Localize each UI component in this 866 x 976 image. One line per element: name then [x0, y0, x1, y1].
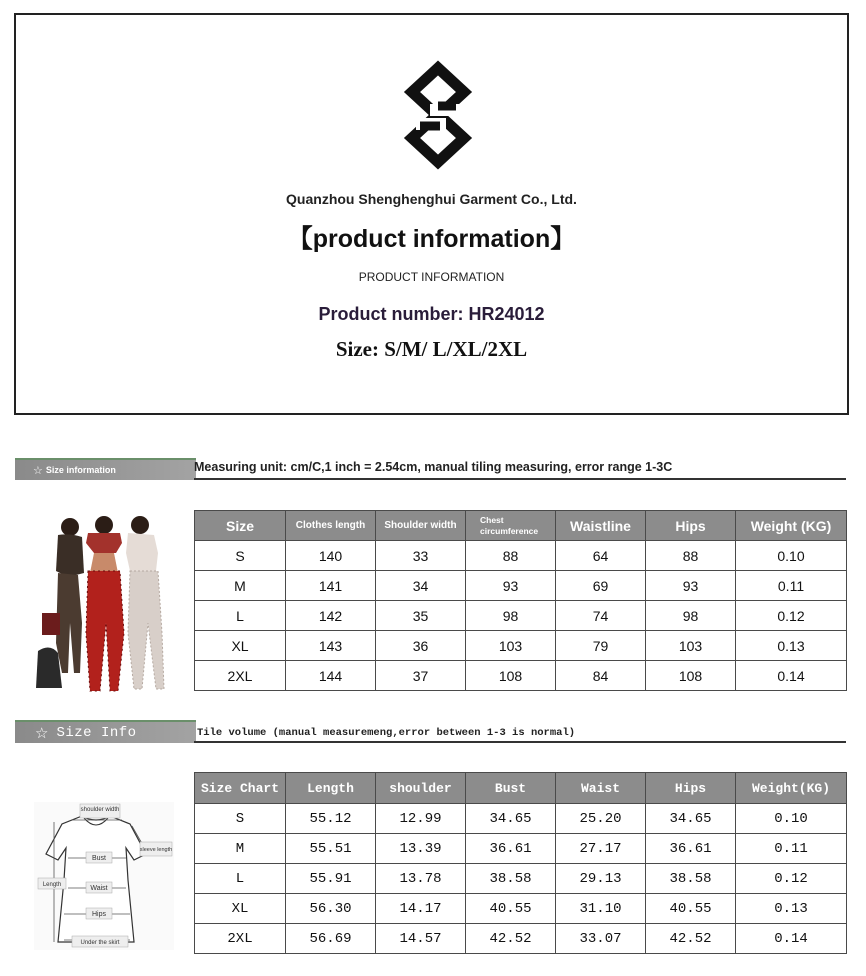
header-cell: Hips — [646, 511, 736, 541]
table-cell: 98 — [466, 601, 556, 631]
table-cell: 42.52 — [466, 924, 556, 954]
header-cell: shoulder — [376, 773, 466, 804]
table-cell: 0.12 — [736, 601, 847, 631]
table-cell: 55.91 — [286, 864, 376, 894]
tile-volume-note: Tile volume (manual measuremeng,error between 1-3 is normal) — [197, 727, 576, 739]
table-row — [195, 661, 847, 691]
table-cell: 14.17 — [376, 894, 466, 924]
table-cell: 33 — [376, 541, 466, 571]
dress-measurement-diagram — [34, 802, 174, 950]
header-cell: Size — [195, 511, 286, 541]
table-cell: 69 — [556, 571, 646, 601]
table-header-row — [195, 511, 847, 541]
hips-label: Hips — [91, 911, 107, 918]
table-cell: 0.11 — [736, 571, 847, 601]
table-cell: M — [195, 571, 286, 601]
table-cell: 38.58 — [646, 864, 736, 894]
table-cell: 64 — [556, 541, 646, 571]
section-label: Size Info — [56, 724, 137, 741]
header-cell: Waist — [556, 773, 646, 804]
table-row — [195, 834, 847, 864]
shoulder-label: shoulder width — [80, 807, 120, 813]
length-label: Length — [42, 882, 62, 888]
size-information-bar — [15, 458, 196, 480]
table-cell: 0.10 — [736, 804, 847, 834]
header-cell: Weight (KG) — [736, 511, 847, 541]
header-cell: Clothes length — [286, 511, 376, 541]
table-cell: 13.39 — [376, 834, 466, 864]
page-title: 【product information】 — [287, 225, 576, 253]
table-cell: S — [195, 541, 286, 571]
table-cell: 36 — [376, 631, 466, 661]
table-cell: 143 — [286, 631, 376, 661]
table-cell: 103 — [646, 631, 736, 661]
table-cell: 103 — [466, 631, 556, 661]
table-cell: 34 — [376, 571, 466, 601]
table-cell: 144 — [286, 661, 376, 691]
page-subtitle: PRODUCT INFORMATION — [358, 270, 505, 284]
table-cell: 12.99 — [376, 804, 466, 834]
table-row — [195, 864, 847, 894]
table-cell: 36.61 — [646, 834, 736, 864]
table-cell: 93 — [466, 571, 556, 601]
table-cell: 0.13 — [736, 894, 847, 924]
table-row — [195, 804, 847, 834]
size-range: Size: S/M/ L/XL/2XL — [335, 337, 528, 361]
table-cell: 0.12 — [736, 864, 847, 894]
table-cell: L — [195, 864, 286, 894]
table-cell: 142 — [286, 601, 376, 631]
table-cell: 88 — [646, 541, 736, 571]
header-cell: Weight(KG) — [736, 773, 847, 804]
table-cell: 84 — [556, 661, 646, 691]
table-cell: 98 — [646, 601, 736, 631]
table-cell: 40.55 — [646, 894, 736, 924]
divider — [194, 741, 846, 743]
size-info-bar — [15, 720, 196, 743]
star-icon: ☆ — [33, 463, 43, 477]
table-cell: 74 — [556, 601, 646, 631]
table-cell: 108 — [646, 661, 736, 691]
table-cell: 35 — [376, 601, 466, 631]
table-cell: 2XL — [195, 924, 286, 954]
table-cell: 27.17 — [556, 834, 646, 864]
product-number: Product number: HR24012 — [318, 304, 545, 324]
table-cell: 56.69 — [286, 924, 376, 954]
table-cell: 34.65 — [466, 804, 556, 834]
table-cell: 79 — [556, 631, 646, 661]
table-cell: 42.52 — [646, 924, 736, 954]
table-cell: M — [195, 834, 286, 864]
table-cell: 14.57 — [376, 924, 466, 954]
table-cell: 88 — [466, 541, 556, 571]
table-cell: XL — [195, 894, 286, 924]
table-cell: 55.51 — [286, 834, 376, 864]
hem-label: Under the skirt — [80, 940, 120, 946]
table-cell: 36.61 — [466, 834, 556, 864]
measurement-note: Measuring unit: cm/C,1 inch = 2.54cm, manual tiling measuring, error range 1-3C — [194, 460, 673, 474]
waist-label: Waist — [90, 885, 108, 892]
table-row — [195, 631, 847, 661]
model-photo — [28, 513, 176, 698]
table-cell: L — [195, 601, 286, 631]
divider — [194, 478, 846, 480]
table-row — [195, 601, 847, 631]
table-row — [195, 571, 847, 601]
star-icon: ☆ — [35, 723, 49, 742]
table-cell: XL — [195, 631, 286, 661]
table-cell: 141 — [286, 571, 376, 601]
company-name: Quanzhou Shenghenghui Garment Co., Ltd. — [286, 191, 577, 207]
header-cell: Length — [286, 773, 376, 804]
table-cell: 55.12 — [286, 804, 376, 834]
table-row — [195, 924, 847, 954]
header-cell: Chest circumference — [466, 511, 556, 541]
table-cell: 40.55 — [466, 894, 556, 924]
sleeve-label: sleeve length — [139, 847, 173, 853]
section-label: Size information — [45, 465, 116, 475]
table-cell: 0.11 — [736, 834, 847, 864]
table-cell: 108 — [466, 661, 556, 691]
header-card — [14, 13, 849, 415]
table-cell: 33.07 — [556, 924, 646, 954]
table-cell: 37 — [376, 661, 466, 691]
header-cell: Waistline — [556, 511, 646, 541]
table-cell: 34.65 — [646, 804, 736, 834]
table-cell: 2XL — [195, 661, 286, 691]
bust-label: Bust — [91, 855, 107, 862]
table-cell: 0.13 — [736, 631, 847, 661]
table-cell: S — [195, 804, 286, 834]
header-cell: Size Chart — [195, 773, 286, 804]
table-cell: 140 — [286, 541, 376, 571]
table-cell: 0.14 — [736, 661, 847, 691]
table-row — [195, 894, 847, 924]
table-header-row — [195, 773, 847, 804]
table-cell: 56.30 — [286, 894, 376, 924]
table-cell: 0.10 — [736, 541, 847, 571]
size-table-cm — [194, 510, 847, 691]
brand-logo — [394, 60, 484, 172]
size-table-inch — [194, 772, 847, 954]
header-cell: Shoulder width — [376, 511, 466, 541]
table-cell: 31.10 — [556, 894, 646, 924]
table-cell: 25.20 — [556, 804, 646, 834]
header-cell: Bust — [466, 773, 556, 804]
table-row — [195, 541, 847, 571]
table-cell: 93 — [646, 571, 736, 601]
header-cell: Hips — [646, 773, 736, 804]
table-cell: 13.78 — [376, 864, 466, 894]
table-cell: 29.13 — [556, 864, 646, 894]
table-cell: 0.14 — [736, 924, 847, 954]
table-cell: 38.58 — [466, 864, 556, 894]
